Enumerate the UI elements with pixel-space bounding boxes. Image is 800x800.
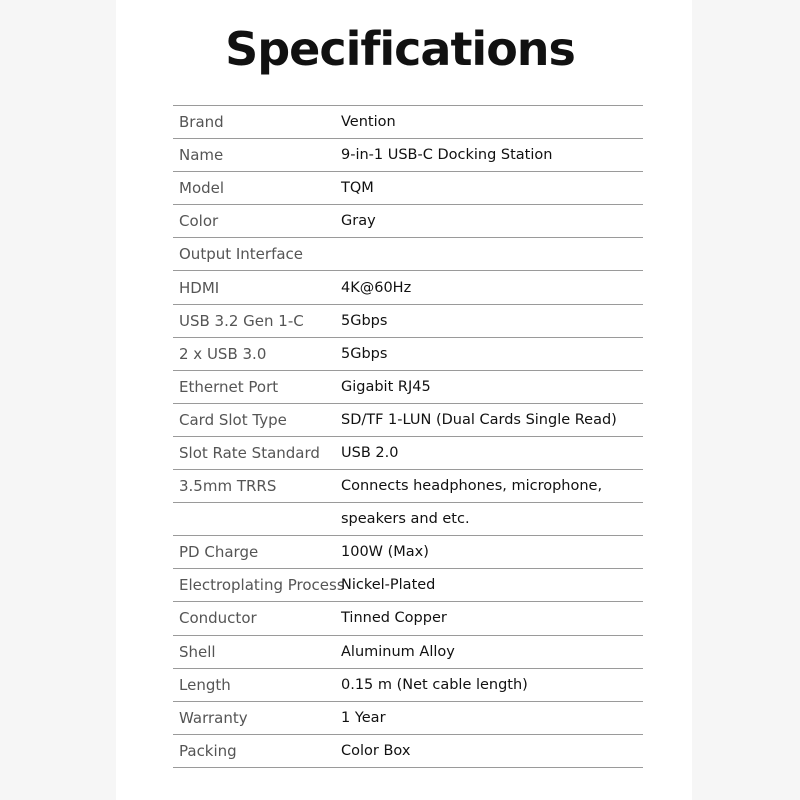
spec-row-packing (173, 735, 643, 768)
spec-label: Card Slot Type (179, 410, 287, 429)
spec-value: 5Gbps (341, 312, 388, 329)
spec-label: Packing (179, 741, 237, 760)
spec-value: Color Box (341, 742, 411, 759)
spec-row-length (173, 669, 643, 702)
spec-row-hdmi (173, 271, 643, 304)
spec-label: Color (179, 212, 219, 231)
spec-label: Conductor (179, 609, 257, 628)
spec-value: Vention (341, 114, 396, 131)
spec-label: Slot Rate Standard (179, 443, 320, 462)
spec-row-card-slot (173, 404, 643, 437)
spec-row-electroplating (173, 569, 643, 602)
spec-value: 100W (Max) (341, 544, 429, 561)
spec-value: Nickel-Plated (341, 577, 436, 594)
spec-value: SD/TF 1-LUN (Dual Cards Single Read) (341, 411, 617, 428)
spec-row-brand (173, 106, 643, 139)
spec-label: Output Interface (179, 245, 304, 264)
page-title: Specifications (225, 22, 575, 76)
spec-label: Warranty (179, 708, 248, 727)
spec-value: 4K@60Hz (341, 279, 412, 296)
spec-label: 3.5mm TRRS (179, 477, 277, 496)
spec-row-color (173, 205, 643, 238)
spec-label: Electroplating Process (179, 576, 345, 595)
spec-row-output-interface (173, 238, 643, 271)
spec-label: Model (179, 179, 225, 198)
spec-row-ethernet (173, 371, 643, 404)
spec-label: Ethernet Port (179, 377, 279, 396)
spec-row-pd-charge (173, 536, 643, 569)
spec-row-conductor (173, 602, 643, 635)
spec-row-name (173, 139, 643, 172)
spec-label: Brand (179, 113, 224, 132)
spec-value: Gray (341, 213, 376, 230)
spec-row-shell (173, 636, 643, 669)
spec-label: 2 x USB 3.0 (179, 344, 267, 363)
spec-value: Gigabit RJ45 (341, 378, 431, 395)
spec-label: Length (179, 675, 231, 694)
spec-value: Aluminum Alloy (341, 643, 455, 660)
spec-label: PD Charge (179, 543, 259, 562)
spec-row-warranty (173, 702, 643, 735)
spec-row-audio (173, 470, 643, 503)
spec-label: Name (179, 146, 224, 165)
spec-value: speakers and etc. (341, 511, 470, 528)
spec-row-audio-cont (173, 503, 643, 536)
spec-value: TQM (341, 180, 374, 197)
spec-value: 0.15 m (Net cable length) (341, 676, 528, 693)
spec-value: 1 Year (341, 709, 386, 726)
spec-value: 5Gbps (341, 345, 388, 362)
spec-label: USB 3.2 Gen 1-C (179, 311, 304, 330)
spec-value: 9-in-1 USB-C Docking Station (341, 147, 553, 164)
spec-value: Connects headphones, microphone, (341, 478, 603, 495)
spec-value: Tinned Copper (341, 610, 447, 627)
spec-row-usb-c (173, 305, 643, 338)
spec-table (173, 105, 643, 768)
spec-label: Shell (179, 642, 216, 661)
spec-row-model (173, 172, 643, 205)
spec-value: USB 2.0 (341, 444, 399, 461)
spec-row-usb-a (173, 338, 643, 371)
spec-row-slot-rate (173, 437, 643, 470)
spec-label: HDMI (179, 278, 220, 297)
